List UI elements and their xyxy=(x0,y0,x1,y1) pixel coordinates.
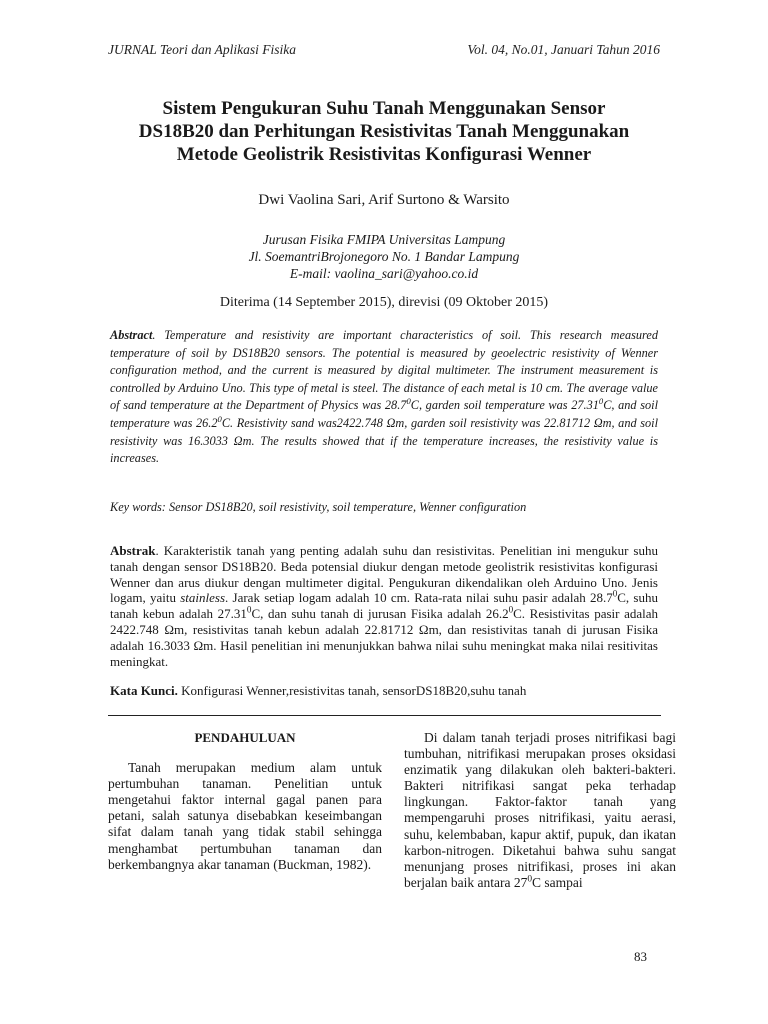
title-line: DS18B20 dan Perhitungan Resistivitas Tanah Menggunakan xyxy=(138,121,630,142)
affiliation-address: Jl. SoemantriBrojonegoro No. 1 Bandar Lampung xyxy=(248,249,520,264)
title-line: Sistem Pengukuran Suhu Tanah Menggunakan Sensor xyxy=(162,98,606,119)
body-paragraph: Di dalam tanah terjadi proses nitrifikasi bagi tumbuhan, nitrifikasi merupakan proses oksidasi enzimatik yang dilakukan oleh bakteri-bakteri. Bakteri nitrifikasi sangat peka terhadap lingkungan. Faktor-faktor tanah yang mempengaruhi proses nitrifikasi, yaitu aerasi, suhu, kelembaban, kapur aktif, pupuk, dan ikatan karbon-nitrogen. Diketahui bahwa suhu sangat menunjang proses nitrifikasi, proses ini akan berjalan baik antara $27^0C$ sampai xyxy=(404,730,676,890)
keywords-english: Key words: Sensor DS18B20, soil resistivity, soil temperature, Wenner configuration xyxy=(110,500,527,514)
volume-info: Vol. 04, No.01, Januari Tahun 2016 xyxy=(467,42,660,57)
abstract-indonesian: Abstrak. Karakteristik tanah yang penting adalah suhu dan resistivitas. Penelitian ini mengukur suhu tanah dengan sensor DS18B20. Beda potensial diukur dengan metode geolistrik resistivitas konfigurasi Wenner dan arus diukur dengan multimeter digital. Pengukuran dikendalikan oleh Arduino Uno. Jenis logam, yaitu stainless. Jarak setiap logam adalah 10 cm. Rata-rata nilai suhu pasir adalah 28.7$^0$C, suhu tanah kebun adalah 27.31$^0$C, dan suhu tanah di jurusan Fisika adalah 26.2$^0$C. Resistivitas pasir adalah 2422.748 Ωm, resistivitas tanah kebun adalah 22.81712 Ωm, dan resistivitas tanah di jurusan Fisika adalah 16.3033 Ωm. Hasil penelitian ini menunjukkan bahwa nilai suhu meningkat maka nilai resitivitas meningkat. xyxy=(110,543,659,669)
affiliation-email: E-mail: vaolina_sari@yahoo.co.id xyxy=(289,266,479,281)
right-column xyxy=(404,730,676,891)
section-heading: PENDAHULUAN xyxy=(194,730,296,745)
abstrak-label: Abstrak xyxy=(110,543,156,558)
section-divider xyxy=(108,715,661,716)
affiliation xyxy=(0,231,768,282)
keywords-indonesian: Kata Kunci. Konfigurasi Wenner,resistivitas tanah, sensorDS18B20,suhu tanah xyxy=(110,683,527,698)
received-dates: Diterima (14 September 2015), direvisi (09 Oktober 2015) xyxy=(219,295,549,310)
abstract-english: Abstract. Temperature and resistivity are important characteristics of soil. This research measured temperature of soil by DS18B20 sensors. The potential is measured by geoelectric resistivity of Wenner configuration method, and the current is measured by digital multimeter. The instrument measurement is controlled by Arduino Uno. This type of metal is steel. The distance of each metal is 10 cm. The average value of sand temperature at the Department of Physics was 28.7$^0$C, garden soil temperature was 27.31$^0$C, and soil temperature was 26.2$^0$C. Resistivity sand was2422.748 Ωm, garden soil resistivity was 22.81712 Ωm, and soil resistivity was 16.3033 Ωm. The results showed that if the temperature increases, the resistivity value is increases. xyxy=(110,328,658,466)
title-line: Metode Geolistrik Resistivitas Konfigurasi Wenner xyxy=(176,144,592,165)
affiliation-dept: Jurusan Fisika FMIPA Universitas Lampung xyxy=(262,232,506,247)
abstract-label: Abstract xyxy=(110,328,153,342)
body-paragraph: Tanah merupakan medium alam untuk pertumbuhan tanaman. Penelitian untuk mengetahui faktor internal gagal panen para petani, salah satunya disebabkan keseimbangan sifat dalam tanah yang tidak stabil sehingga menghambat pertumbuhan tanaman dan berkembangnya akar tanaman (Buckman, 1982). xyxy=(108,760,382,872)
page-number: 83 xyxy=(634,949,647,964)
authors: Dwi Vaolina Sari, Arif Surtono & Warsito xyxy=(258,192,510,208)
left-column xyxy=(108,730,382,873)
journal-name: JURNAL Teori dan Aplikasi Fisika xyxy=(108,42,297,57)
running-header xyxy=(108,42,660,58)
paper-title xyxy=(80,97,688,166)
kata-kunci-label: Kata Kunci. xyxy=(110,683,178,698)
